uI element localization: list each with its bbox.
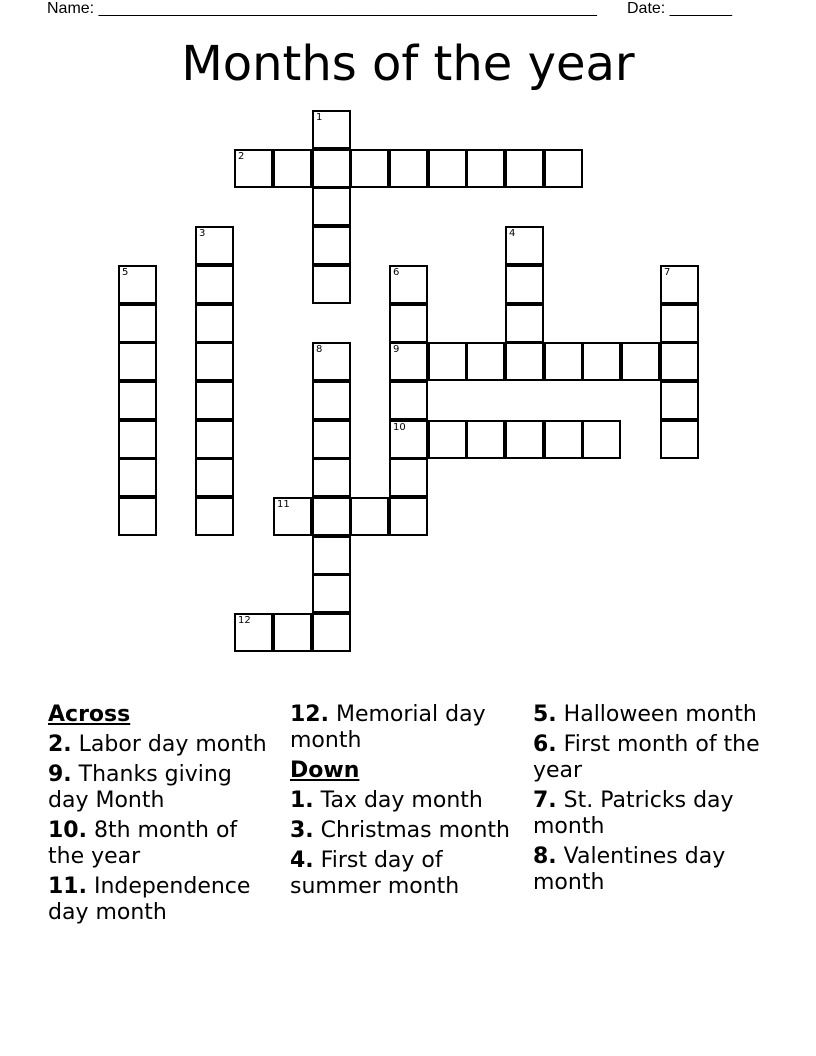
clue-text: 8th month of the year — [48, 818, 238, 869]
grid-cell[interactable] — [505, 342, 544, 381]
grid-cell[interactable] — [312, 497, 351, 536]
clue-number: 12. — [290, 702, 329, 727]
grid-cell[interactable] — [118, 497, 157, 536]
clue-number: 4. — [290, 848, 314, 873]
grid-cell[interactable] — [195, 265, 234, 304]
grid-cell[interactable] — [389, 149, 428, 188]
grid-cell[interactable] — [312, 613, 351, 652]
grid-cell[interactable] — [505, 304, 544, 343]
clue-across-12 — [290, 702, 518, 754]
grid-cell-number: 10 — [393, 422, 406, 433]
grid-cell[interactable] — [582, 420, 621, 459]
date-field-label: Date: _______ — [627, 0, 732, 17]
name-field-label: Name: ________________________________________________________ — [47, 0, 597, 17]
clue-down-1 — [290, 788, 518, 814]
grid-cell[interactable] — [505, 226, 544, 265]
grid-cell[interactable] — [621, 342, 660, 381]
clues-column-2 — [290, 702, 518, 904]
grid-cell[interactable] — [273, 613, 312, 652]
grid-cell[interactable] — [312, 187, 351, 226]
grid-cell[interactable] — [118, 304, 157, 343]
page-title: Months of the year — [181, 36, 635, 92]
grid-cell[interactable] — [582, 342, 621, 381]
grid-cell[interactable] — [312, 420, 351, 459]
grid-cell[interactable] — [428, 149, 467, 188]
grid-cell[interactable] — [350, 149, 389, 188]
grid-cell[interactable] — [660, 304, 699, 343]
clue-number: 8. — [533, 844, 557, 869]
grid-cell-number: 9 — [393, 344, 400, 355]
grid-cell[interactable] — [118, 265, 157, 304]
grid-cell[interactable] — [428, 342, 467, 381]
across-heading: Across — [48, 702, 131, 727]
grid-cell-number: 6 — [393, 267, 400, 278]
clue-number: 5. — [533, 702, 557, 727]
clue-text: Halloween month — [563, 702, 757, 727]
grid-cell-number: 4 — [509, 228, 516, 239]
clue-text: Thanks giving day Month — [48, 762, 232, 813]
grid-cell[interactable] — [505, 420, 544, 459]
grid-cell[interactable] — [389, 381, 428, 420]
clue-across-11 — [48, 874, 276, 926]
grid-cell[interactable] — [350, 497, 389, 536]
grid-cell[interactable] — [505, 265, 544, 304]
grid-cell[interactable] — [234, 149, 273, 188]
grid-cell[interactable] — [312, 110, 351, 149]
grid-cell[interactable] — [466, 342, 505, 381]
down-heading: Down — [290, 758, 360, 783]
grid-cell[interactable] — [312, 342, 351, 381]
grid-cell[interactable] — [389, 342, 428, 381]
grid-cell-number: 2 — [238, 151, 245, 162]
grid-cell[interactable] — [466, 420, 505, 459]
grid-cell[interactable] — [312, 381, 351, 420]
grid-cell-number: 8 — [316, 344, 323, 355]
clues-column-1 — [48, 702, 276, 930]
grid-cell-number: 7 — [664, 267, 671, 278]
grid-cell[interactable] — [389, 458, 428, 497]
grid-cell[interactable] — [118, 458, 157, 497]
grid-cell-number: 1 — [316, 112, 323, 123]
grid-cell[interactable] — [660, 420, 699, 459]
clue-text: Christmas month — [320, 818, 510, 843]
grid-cell[interactable] — [312, 574, 351, 613]
clue-across-2 — [48, 732, 276, 758]
grid-cell[interactable] — [505, 149, 544, 188]
grid-cell[interactable] — [544, 342, 583, 381]
grid-cell[interactable] — [660, 342, 699, 381]
grid-cell[interactable] — [118, 342, 157, 381]
clue-number: 7. — [533, 788, 557, 813]
grid-cell[interactable] — [428, 420, 467, 459]
clue-number: 2. — [48, 732, 72, 757]
clue-across-9 — [48, 762, 276, 814]
clue-number: 9. — [48, 762, 72, 787]
grid-cell[interactable] — [195, 342, 234, 381]
grid-cell-number: 3 — [199, 228, 206, 239]
grid-cell-number: 5 — [122, 267, 129, 278]
grid-cell[interactable] — [273, 149, 312, 188]
grid-cell[interactable] — [389, 304, 428, 343]
clue-down-7 — [533, 788, 761, 840]
clue-text: First month of the year — [533, 732, 760, 783]
clue-number: 11. — [48, 874, 87, 899]
grid-cell[interactable] — [466, 149, 505, 188]
clue-down-3 — [290, 818, 518, 844]
grid-cell[interactable] — [312, 536, 351, 575]
grid-cell[interactable] — [195, 420, 234, 459]
grid-cell[interactable] — [195, 381, 234, 420]
grid-cell[interactable] — [312, 458, 351, 497]
clue-text: St. Patricks day month — [533, 788, 734, 839]
grid-cell[interactable] — [195, 226, 234, 265]
grid-cell[interactable] — [195, 497, 234, 536]
grid-cell-number: 11 — [277, 499, 290, 510]
clue-text: First day of summer month — [290, 848, 460, 899]
clue-across-10 — [48, 818, 276, 870]
grid-cell[interactable] — [660, 381, 699, 420]
clue-down-6 — [533, 732, 761, 784]
clue-number: 10. — [48, 818, 87, 843]
grid-cell[interactable] — [312, 149, 351, 188]
grid-cell[interactable] — [389, 420, 428, 459]
grid-cell[interactable] — [195, 304, 234, 343]
grid-cell[interactable] — [312, 226, 351, 265]
grid-cell[interactable] — [234, 613, 273, 652]
clue-number: 6. — [533, 732, 557, 757]
grid-cell[interactable] — [118, 381, 157, 420]
clue-text: Memorial day month — [290, 702, 486, 753]
clue-text: Tax day month — [320, 788, 483, 813]
clues-column-3 — [533, 702, 761, 900]
grid-cell[interactable] — [273, 497, 312, 536]
clue-text: Valentines day month — [533, 844, 726, 895]
grid-cell[interactable] — [118, 420, 157, 459]
clue-number: 3. — [290, 818, 314, 843]
clue-number: 1. — [290, 788, 314, 813]
clue-down-4 — [290, 848, 518, 900]
clue-down-8 — [533, 844, 761, 896]
clue-text: Independence day month — [48, 874, 251, 925]
clue-down-5 — [533, 702, 761, 728]
grid-cell[interactable] — [660, 265, 699, 304]
grid-cell[interactable] — [312, 265, 351, 304]
grid-cell[interactable] — [544, 149, 583, 188]
grid-cell[interactable] — [195, 458, 234, 497]
grid-cell[interactable] — [389, 265, 428, 304]
grid-cell[interactable] — [389, 497, 428, 536]
grid-cell-number: 12 — [238, 615, 251, 626]
grid-cell[interactable] — [544, 420, 583, 459]
clue-text: Labor day month — [78, 732, 267, 757]
